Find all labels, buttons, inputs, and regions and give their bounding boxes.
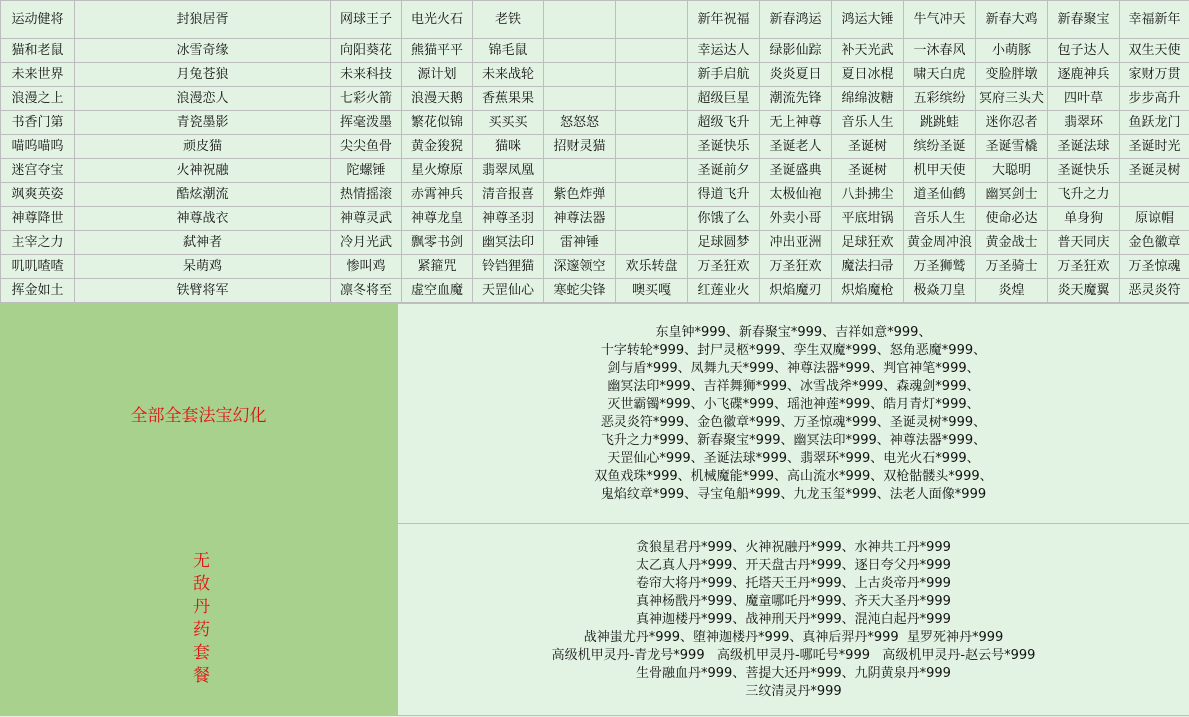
- list-line: 天罡仙心*999、圣诞法球*999、翡翠环*999、电光火石*999、: [607, 450, 980, 466]
- list-line: 东皇钟*999、新春聚宝*999、吉祥如意*999、: [655, 324, 932, 340]
- table-cell: 一沐春风: [904, 39, 976, 63]
- artifact-section-label: [0, 304, 398, 523]
- table-cell: 音乐人生: [904, 207, 976, 231]
- table-cell: 冰雪奇缘: [75, 39, 331, 63]
- table-row: [1, 231, 1189, 255]
- table-cell: 五彩缤纷: [904, 87, 976, 111]
- table-cell: [544, 87, 616, 111]
- table-cell: 翡翠凤凰: [473, 159, 544, 183]
- table-cell: 无上神尊: [760, 111, 832, 135]
- table-cell: 招财灵猫: [544, 135, 616, 159]
- table-cell: 噢买嘎: [616, 279, 688, 303]
- table-cell: 恶灵炎符: [1120, 279, 1189, 303]
- table-cell: 浪漫天鹅: [402, 87, 473, 111]
- table-row: [1, 255, 1189, 279]
- table-cell: 牛气冲天: [904, 1, 976, 39]
- table-row: [1, 279, 1189, 303]
- table-row: [1, 111, 1189, 135]
- table-cell: 火神祝融: [75, 159, 331, 183]
- table-cell: 老铁: [473, 1, 544, 39]
- table-cell: 单身狗: [1048, 207, 1120, 231]
- table-cell: 万圣狂欢: [760, 255, 832, 279]
- table-cell: 圣诞快乐: [1048, 159, 1120, 183]
- table-cell: 道圣仙鹤: [904, 183, 976, 207]
- item-table: [0, 0, 1189, 303]
- table-cell: 缤纷圣诞: [904, 135, 976, 159]
- table-cell: 浪漫恋人: [75, 87, 331, 111]
- table-cell: 机甲天使: [904, 159, 976, 183]
- table-cell: 万圣骑士: [976, 255, 1048, 279]
- table-cell: [616, 111, 688, 135]
- table-cell: 得道飞升: [688, 183, 760, 207]
- table-cell: 圣诞树: [832, 159, 904, 183]
- table-cell: 黄金狻猊: [402, 135, 473, 159]
- table-cell: 锦毛鼠: [473, 39, 544, 63]
- table-cell: 七彩火箭: [331, 87, 402, 111]
- table-cell: 绿影仙踪: [760, 39, 832, 63]
- table-cell: 新年祝福: [688, 1, 760, 39]
- table-cell: 你饿了么: [688, 207, 760, 231]
- table-cell: 魔法扫帚: [832, 255, 904, 279]
- table-cell: 弑神者: [75, 231, 331, 255]
- table-cell: 跳跳蛙: [904, 111, 976, 135]
- table-cell: 雷神锤: [544, 231, 616, 255]
- table-row: [1, 135, 1189, 159]
- list-line: 卷帘大将丹*999、托塔天王丹*999、上古炎帝丹*999: [636, 575, 951, 591]
- table-cell: 补天光武: [832, 39, 904, 63]
- table-cell: 封狼居胥: [75, 1, 331, 39]
- table-cell: 炎煌: [976, 279, 1048, 303]
- table-cell: [616, 63, 688, 87]
- table-cell: 网球王子: [331, 1, 402, 39]
- table-cell: 黄金周冲浪: [904, 231, 976, 255]
- pill-section: [0, 523, 1189, 716]
- table-cell: 熊猫平平: [402, 39, 473, 63]
- pill-section-title: 无敌丹药套餐: [189, 550, 209, 689]
- table-cell: [544, 39, 616, 63]
- table-cell: 四叶草: [1048, 87, 1120, 111]
- table-cell: 八卦拂尘: [832, 183, 904, 207]
- table-cell: 猫和老鼠: [1, 39, 75, 63]
- table-cell: 新春大鸡: [976, 1, 1048, 39]
- table-cell: 猫咪: [473, 135, 544, 159]
- list-line: 恶灵炎符*999、金色徽章*999、万圣惊魂*999、圣诞灵树*999、: [600, 414, 987, 430]
- table-cell: 飞升之力: [1048, 183, 1120, 207]
- table-cell: 翡翠环: [1048, 111, 1120, 135]
- table-cell: 未来科技: [331, 63, 402, 87]
- list-line: 太乙真人丹*999、开天盘古丹*999、逐日夸父丹*999: [636, 557, 951, 573]
- table-cell: 惨叫鸡: [331, 255, 402, 279]
- table-cell: 潮流先锋: [760, 87, 832, 111]
- table-cell: 浪漫之上: [1, 87, 75, 111]
- list-line: 幽冥法印*999、吉祥舞狮*999、冰雪战斧*999、森魂剑*999、: [607, 378, 980, 394]
- list-line: 生骨融血丹*999、菩提大还丹*999、九阴黄泉丹*999: [636, 665, 951, 681]
- table-cell: [616, 183, 688, 207]
- table-cell: 极焱刀皇: [904, 279, 976, 303]
- table-row: [1, 159, 1189, 183]
- table-cell: [544, 159, 616, 183]
- table-cell: 步步高升: [1120, 87, 1189, 111]
- table-cell: 未来战轮: [473, 63, 544, 87]
- table-cell: 酷炫潮流: [75, 183, 331, 207]
- table-cell: 音乐人生: [832, 111, 904, 135]
- table-cell: [616, 87, 688, 111]
- table-cell: 紧箍咒: [402, 255, 473, 279]
- table-cell: 买买买: [473, 111, 544, 135]
- table-cell: [616, 207, 688, 231]
- table-cell: 未来世界: [1, 63, 75, 87]
- table-cell: 挥金如土: [1, 279, 75, 303]
- artifact-list: [398, 304, 1189, 523]
- table-cell: 圣诞树: [832, 135, 904, 159]
- list-line: 贪狼星君丹*999、火神祝融丹*999、水神共工丹*999: [636, 539, 951, 555]
- table-cell: 虚空血魔: [402, 279, 473, 303]
- table-cell: 神尊龙皇: [402, 207, 473, 231]
- table-cell: 变脸胖墩: [976, 63, 1048, 87]
- list-line: 剑与盾*999、凤舞九天*999、神尊法器*999、判官神笔*999、: [607, 360, 980, 376]
- table-cell: 陀螺锤: [331, 159, 402, 183]
- table-cell: 冥府三头犬: [976, 87, 1048, 111]
- table-cell: 超级巨星: [688, 87, 760, 111]
- table-cell: 飘零书剑: [402, 231, 473, 255]
- list-line: 三纹清灵丹*999: [745, 683, 842, 699]
- table-cell: [544, 63, 616, 87]
- table-cell: 新春鸿运: [760, 1, 832, 39]
- table-cell: 主宰之力: [1, 231, 75, 255]
- table-cell: 外卖小哥: [760, 207, 832, 231]
- table-header-row: [1, 1, 1189, 39]
- table-cell: 向阳葵花: [331, 39, 402, 63]
- table-cell: 使命必达: [976, 207, 1048, 231]
- table-cell: 红莲业火: [688, 279, 760, 303]
- table-cell: 清音报喜: [473, 183, 544, 207]
- table-cell: 逐鹿神兵: [1048, 63, 1120, 87]
- artifact-section-title: 全部全套法宝幻化: [130, 406, 267, 426]
- table-row: [1, 87, 1189, 111]
- table-cell: 炎天魔翼: [1048, 279, 1120, 303]
- table-cell: 幽冥剑士: [976, 183, 1048, 207]
- table-cell: 星火燎原: [402, 159, 473, 183]
- table-cell: 神尊灵武: [331, 207, 402, 231]
- table-cell: 月兔苍狼: [75, 63, 331, 87]
- list-line: 飞升之力*999、新春聚宝*999、幽冥法印*999、神尊法器*999、: [600, 432, 987, 448]
- table-cell: 普天同庆: [1048, 231, 1120, 255]
- table-cell: 圣诞时光: [1120, 135, 1189, 159]
- table-cell: 圣诞前夕: [688, 159, 760, 183]
- table-cell: 万圣狮鹫: [904, 255, 976, 279]
- table-cell: 圣诞盛典: [760, 159, 832, 183]
- table-cell: 小萌豚: [976, 39, 1048, 63]
- table-cell: 黄金战士: [976, 231, 1048, 255]
- table-row: [1, 207, 1189, 231]
- table-cell: 鱼跃龙门: [1120, 111, 1189, 135]
- table-cell: 深邃领空: [544, 255, 616, 279]
- table-cell: 炽焰魔刃: [760, 279, 832, 303]
- table-cell: 电光火石: [402, 1, 473, 39]
- pill-list: [398, 524, 1189, 715]
- table-cell: 家财万贯: [1120, 63, 1189, 87]
- table-cell: 源计划: [402, 63, 473, 87]
- table-cell: 挥毫泼墨: [331, 111, 402, 135]
- table-cell: [616, 231, 688, 255]
- table-cell: 神尊战衣: [75, 207, 331, 231]
- table-cell: 绵绵波糖: [832, 87, 904, 111]
- table-row: [1, 63, 1189, 87]
- table-cell: 香蕉果果: [473, 87, 544, 111]
- table-cell: 新手启航: [688, 63, 760, 87]
- pill-section-label: [0, 524, 398, 715]
- list-line: 鬼焰纹章*999、寻宝龟船*999、九龙玉玺*999、法老人面像*999: [600, 486, 987, 502]
- table-cell: 铁臂将军: [75, 279, 331, 303]
- list-line: 真神迦楼丹*999、战神刑天丹*999、混沌白起丹*999: [636, 611, 951, 627]
- table-cell: 圣诞老人: [760, 135, 832, 159]
- table-cell: 冲出亚洲: [760, 231, 832, 255]
- table-cell: 啸天白虎: [904, 63, 976, 87]
- table-row: [1, 183, 1189, 207]
- list-line: 高级机甲灵丹-青龙号*999 高级机甲灵丹-哪吒号*999 高级机甲灵丹-赵云号*999: [551, 647, 1036, 663]
- table-cell: 铃铛狸猫: [473, 255, 544, 279]
- table-cell: 神尊降世: [1, 207, 75, 231]
- table-cell: 顽皮猫: [75, 135, 331, 159]
- table-cell: 运动健将: [1, 1, 75, 39]
- table-cell: 迷你忍者: [976, 111, 1048, 135]
- table-cell: 寒蛇尖锋: [544, 279, 616, 303]
- table-cell: [616, 135, 688, 159]
- table-cell: 万圣狂欢: [1048, 255, 1120, 279]
- list-line: 战神蚩尤丹*999、堕神迦楼丹*999、真神后羿丹*999 星罗死神丹*999: [583, 629, 1004, 645]
- table-cell: [1120, 183, 1189, 207]
- table-cell: 繁花似锦: [402, 111, 473, 135]
- table-cell: 包子达人: [1048, 39, 1120, 63]
- table-cell: 神尊法器: [544, 207, 616, 231]
- table-cell: [544, 1, 616, 39]
- table-cell: 鸿运大锤: [832, 1, 904, 39]
- table-cell: 足球圆梦: [688, 231, 760, 255]
- table-cell: 热情摇滚: [331, 183, 402, 207]
- table-cell: 圣诞灵树: [1120, 159, 1189, 183]
- table-cell: 万圣狂欢: [688, 255, 760, 279]
- table-cell: 原谅帽: [1120, 207, 1189, 231]
- table-cell: 欢乐转盘: [616, 255, 688, 279]
- table-cell: 凛冬将至: [331, 279, 402, 303]
- list-line: 灭世霸镯*999、小飞碟*999、瑶池神莲*999、皓月青灯*999、: [607, 396, 980, 412]
- table-cell: 喵呜喵呜: [1, 135, 75, 159]
- list-line: 双鱼戏珠*999、机械魔能*999、高山流水*999、双枪骷髅头*999、: [594, 468, 993, 484]
- table-cell: 圣诞法球: [1048, 135, 1120, 159]
- table-cell: 超级飞升: [688, 111, 760, 135]
- table-cell: 幸福新年: [1120, 1, 1189, 39]
- table-cell: 尖尖鱼骨: [331, 135, 402, 159]
- table-cell: 幽冥法印: [473, 231, 544, 255]
- table-cell: 大聪明: [976, 159, 1048, 183]
- table-cell: 太极仙袍: [760, 183, 832, 207]
- table-cell: 足球狂欢: [832, 231, 904, 255]
- table-cell: [616, 39, 688, 63]
- table-cell: 飒爽英姿: [1, 183, 75, 207]
- table-cell: 叽叽喳喳: [1, 255, 75, 279]
- table-cell: 迷宫夺宝: [1, 159, 75, 183]
- list-line: 真神杨戬丹*999、魔童哪吒丹*999、齐天大圣丹*999: [636, 593, 951, 609]
- table-cell: 赤霄神兵: [402, 183, 473, 207]
- table-row: [1, 39, 1189, 63]
- list-line: 十字转轮*999、封尸灵柩*999、孪生双魔*999、怒角恶魔*999、: [600, 342, 987, 358]
- table-cell: 金色徽章: [1120, 231, 1189, 255]
- table-cell: 圣诞雪橇: [976, 135, 1048, 159]
- table-cell: 炎炎夏日: [760, 63, 832, 87]
- table-cell: 双生天使: [1120, 39, 1189, 63]
- table-cell: 冷月光武: [331, 231, 402, 255]
- table-cell: 紫色炸弹: [544, 183, 616, 207]
- table-cell: 神尊圣羽: [473, 207, 544, 231]
- table-cell: 天罡仙心: [473, 279, 544, 303]
- table-cell: 平底坩锅: [832, 207, 904, 231]
- table-cell: 怒怒怒: [544, 111, 616, 135]
- table-cell: 书香门第: [1, 111, 75, 135]
- table-cell: 圣诞快乐: [688, 135, 760, 159]
- table-cell: 夏日冰棍: [832, 63, 904, 87]
- table-cell: 万圣惊魂: [1120, 255, 1189, 279]
- table-cell: 新春聚宝: [1048, 1, 1120, 39]
- table-cell: [616, 159, 688, 183]
- table-cell: 青瓷墨影: [75, 111, 331, 135]
- table-cell: 呆萌鸡: [75, 255, 331, 279]
- artifact-section: [0, 303, 1189, 523]
- table-cell: [616, 1, 688, 39]
- table-cell: 幸运达人: [688, 39, 760, 63]
- table-cell: 炽焰魔枪: [832, 279, 904, 303]
